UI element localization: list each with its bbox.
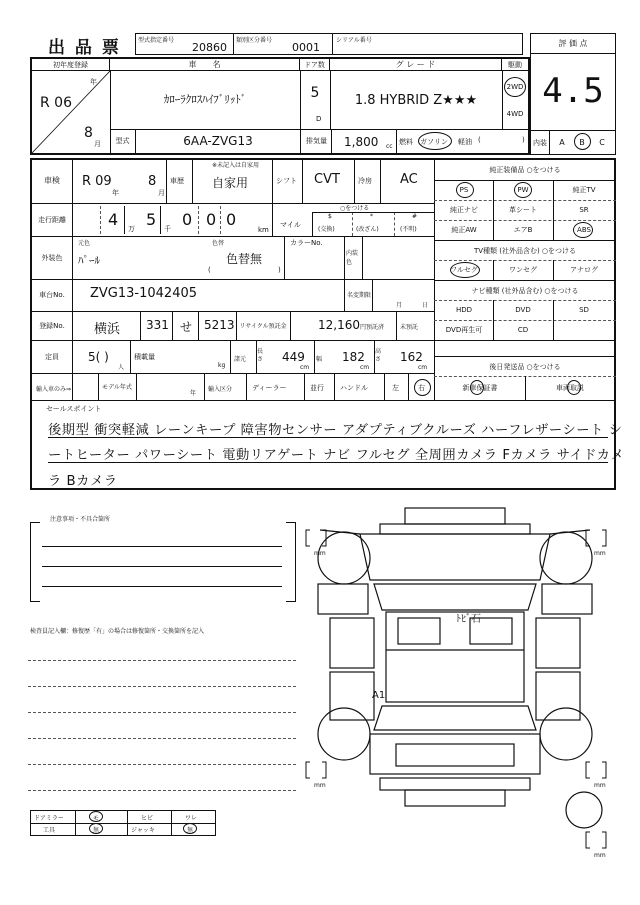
mileage-digit-4: 0 [206,210,217,229]
fuel-label: 燃料 [399,138,413,146]
capacity-label: 定員 [45,353,59,361]
name-change-label: 名変期限 [346,291,371,299]
equip-airbag: エアB [513,226,533,234]
legend-jack-value: 無 [187,827,194,834]
model-label: 型式 [110,129,136,153]
orig-color-value: ﾊﾟｰﾙ [78,254,100,267]
model-year-label: モデル年式 [102,383,132,391]
doors-label: ドア数 [300,59,330,71]
drive-2wd-circle [504,77,526,97]
navi-dvd: DVD [515,306,531,314]
mm-label-rear-left: mm [314,782,326,789]
mileage-label: 走行距離 [38,216,66,224]
tv-title: TV種類 (社外品含む) ○をつける [473,247,577,255]
history-label: 車歴 [170,177,184,185]
first-reg-era: R 06 [40,95,72,111]
width-label: 幅 [316,356,323,363]
load-label: 積載量 [134,353,155,361]
sales-line-1: 後期型 衝突軽減 レーンキープ 障害物センサー アダプティブクルーズ ハーフレザーシート シ [48,423,623,438]
docs-manual-circle [567,380,581,395]
caution-box [30,516,296,602]
equip-navi: 純正ナビ [450,206,478,214]
serial-label: シリアル番号 [336,37,372,44]
grade-label: グ レ ー ド [330,59,502,71]
equip-pw-circle [514,182,532,198]
first-reg-year-suffix: 年 [90,78,97,86]
equip-tv: 純正TV [572,186,596,194]
drive-label: 駆動 [502,59,528,71]
sales-line-2: ートヒーター パワーシート 電動リアゲート ナビ フルセグ 全周囲カメラ Fカメラ サイドカメ [48,448,625,463]
mile-label: マイル [280,221,301,229]
legend-tools-circle [89,823,103,834]
model-value: 6AA-ZVG13 [183,134,253,148]
equipment-title: 純正装備品 ○をつける [489,166,561,174]
mileage-digit-3: 0 [182,210,193,229]
equip-abs: ABS [577,226,591,234]
mark-roof: ﾄﾋﾞ石 [456,614,481,625]
score-value: 4.5 [542,71,604,111]
import-label: 輸入車のみ⇒ [36,386,72,393]
fuel-value: ガソリン [420,138,448,146]
height-value: 162 [400,350,423,364]
height-label: 高さ [375,348,382,363]
dims-label: 諸元 [234,356,247,363]
exchange-sym: $ [328,213,332,220]
score-box [530,33,616,155]
inspection-year: 年 [112,189,119,197]
shift-label: シフト [276,177,297,185]
car-name-label: 車 名 [110,59,300,71]
score-label: 評 価 点 [531,34,615,54]
capacity-value: 5( ) [88,350,109,364]
displacement-unit: cc [386,143,393,150]
legend-tools: 工具 [43,827,56,834]
right-circle [414,379,431,396]
equip-aw: 純正AW [451,226,477,234]
color-no-label: カラーNo. [290,239,323,247]
name-change-day: 日 [422,302,429,309]
handle-label: ハンドル [340,384,368,392]
circle-hint: ○をつける [340,205,370,212]
recycle-value: 12,160 [318,318,360,332]
diesel-paren: ( [478,136,481,144]
exchange-text: (交換) [318,226,335,233]
exterior-label: 外装色 [41,254,63,262]
model-cert-label: 型式指定番号 [138,37,175,44]
mm-label-front-left: mm [314,550,326,557]
import-type-label: 輸入区分 [208,386,233,393]
docs-title: 後日発送品 ○をつける [489,363,561,371]
history-value: 自家用 [212,176,249,190]
mm-label-front-right: mm [594,550,606,557]
model-cert-value: 20860 [192,41,227,54]
orig-color-label: 元色 [78,240,91,247]
legend-jack-circle [183,823,197,834]
load-unit: kg [218,362,226,369]
legend-tools-value: 無 [93,827,100,834]
length-unit: cm [300,364,310,371]
mileage-digit-2: 5 [146,210,157,229]
mileage-man: 万 [128,225,135,233]
navi-hdd: HDD [455,306,473,314]
interior-c: C [599,137,605,147]
docs-warranty-circle [470,380,484,395]
unknown-sym: # [412,213,418,220]
first-reg-month: 8 [84,125,93,141]
interior-color-label: 内装色 [346,250,359,266]
recycle-label: リサイクル預託金 [239,322,287,330]
fuel-circle [418,132,452,150]
equip-pw: PW [517,186,529,194]
sales-label: セールスポイント [46,405,102,413]
tv-fullseg-circle [450,262,480,278]
interior-b: B [579,137,585,147]
height-unit: cm [418,364,428,371]
legend-jack: ジャッキ [131,827,155,834]
drive-4wd: 4WD [506,110,524,118]
interior-a: A [559,137,565,147]
mark-side: A1 [372,690,386,701]
category-value: 0001 [292,41,320,54]
dvd-play: DVD再生可 [445,326,483,334]
unknown-text: (不明) [400,226,417,233]
doors-value: 5 [310,85,320,101]
category-label: 類別区分番号 [236,37,273,44]
doors-type: D [316,115,322,123]
repaint-value: 色替無 [226,252,263,266]
right-label: 右 [418,384,425,392]
navi-title: ナビ種類 (社外品含む) ○をつける [471,287,579,295]
modified-sym: * [370,213,373,220]
sheet-title: 出 品 票 [48,38,121,58]
chassis-label: 車台No. [39,291,65,299]
modified-text: (改ざん) [356,226,379,233]
tv-fullseg: フルセグ [450,266,478,274]
reg-class: 331 [146,318,169,332]
dvd-cd: CD [517,326,529,334]
tv-oneseg: ワンセグ [509,266,537,274]
diesel-label: 軽油 [458,138,472,146]
inspector-label: 検査員記入欄：修復歴「有」の場合は修復箇所・交換箇所を記入 [30,628,205,635]
mileage-digit-5: 0 [226,210,237,229]
capacity-unit: 人 [118,364,125,371]
inspection-label: 車検 [44,175,60,185]
first-reg-label: 初年度登録 [32,59,110,71]
header-info-box [135,33,523,55]
reg-kana: せ [180,320,193,334]
ac-label: 冷房 [358,177,372,185]
displacement-label: 排気量 [302,129,332,153]
drive-2wd: 2WD [506,83,524,91]
reg-number: 5213 [204,318,235,332]
legend-mirror-circle [89,811,103,822]
docs-warranty: 新車保証書 [462,384,498,392]
inspection-value: R 09 [82,174,112,189]
diesel-paren-close: ) [522,136,525,144]
caution-label: 注意事項・不具合箇所 [50,516,111,523]
equip-abs-circle [573,222,593,238]
reg-label: 登録No. [39,322,65,330]
chassis-value: ZVG13-1042405 [90,286,198,301]
mileage-sen: 千 [164,225,171,233]
interior-label: 内装 [533,139,547,147]
repaint-label: 色替 [212,240,225,247]
mileage-digit-1: 4 [108,210,119,229]
inspection-month-suffix: 月 [158,189,165,197]
repaint-paren-close: ) [278,266,281,274]
dealer-label: ディーラー [252,384,287,392]
legend-mirror: ドアミラー [34,815,64,822]
equip-sr: SR [579,206,589,214]
equip-ps-circle [456,182,474,198]
name-change-month: 月 [396,302,403,309]
equip-ps: PS [459,186,469,194]
mileage-unit: km [258,226,269,234]
sales-line-3: ラ Bカメラ [48,474,118,489]
recycle-paid: 円預託済 [360,324,385,331]
model-year-unit: 年 [190,390,197,397]
left-label: 左 [392,384,399,392]
navi-sd: SD [579,306,589,314]
legend-mirror-value: モ [93,815,100,822]
legend-table [30,810,216,836]
width-value: 182 [342,350,365,364]
length-value: 449 [282,350,305,364]
length-label: 長さ [257,348,264,363]
reg-area: 横浜 [94,322,121,337]
ac-value: AC [400,172,418,187]
vehicle-block [30,57,530,155]
mm-label-spare: mm [594,852,606,859]
inspection-month: 8 [148,174,157,189]
recycle-unpaid: 未預託 [400,324,419,331]
interior-b-circle [574,133,591,150]
legend-crack: ヒビ [141,815,154,822]
history-note: ※未記入は自家用 [212,162,260,169]
repaint-paren: ( [208,266,211,274]
equip-leather: 革シート [509,206,537,214]
grade-value: 1.8 HYBRID Z★★★ [354,92,478,108]
tv-analog: アナログ [570,266,598,274]
displacement-value: 1,800 [344,135,379,149]
legend-break: ワレ [185,815,198,822]
shift-value: CVT [314,172,340,187]
car-name-value: ｶﾛｰﾗｸﾛｽﾊｲﾌﾞﾘｯﾄﾞ [163,93,247,106]
car-diagram [300,500,620,880]
mm-label-rear-right: mm [594,782,606,789]
width-unit: cm [360,364,370,371]
parallel-label: 並行 [310,384,324,392]
first-reg-month-suffix: 月 [94,140,101,148]
docs-manual: 車両取説 [556,384,584,392]
